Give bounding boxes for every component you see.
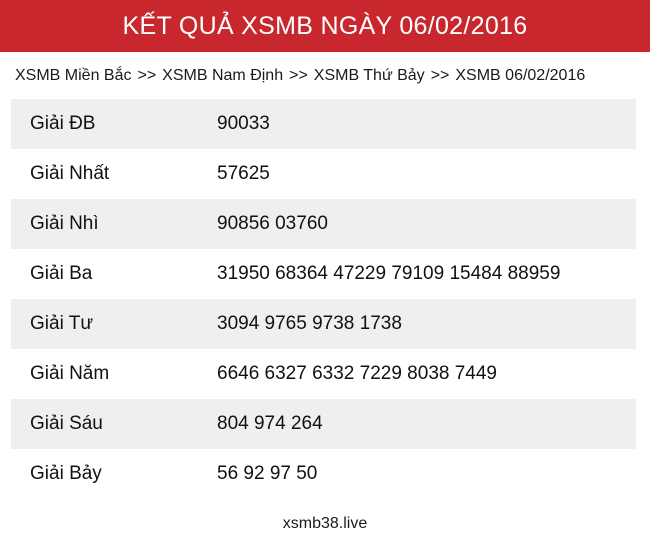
table-row-giai-tu: [11, 299, 636, 349]
breadcrumb-separator: >>: [430, 66, 450, 84]
breadcrumb: [0, 52, 650, 99]
breadcrumb-item-date[interactable]: XSMB 06/02/2016: [455, 66, 586, 84]
prize-numbers: 6646 6327 6332 7229 8038 7449: [217, 363, 497, 384]
breadcrumb-item-mien-bac[interactable]: XSMB Miền Bắc: [15, 66, 132, 84]
prize-label: Giải Nhì: [30, 213, 99, 234]
prize-numbers: 3094 9765 9738 1738: [217, 313, 402, 334]
prize-numbers: 57625: [217, 163, 270, 184]
prize-numbers: 90856 03760: [217, 213, 328, 234]
prize-numbers: 90033: [217, 113, 270, 134]
site-name: xsmb38.live: [282, 515, 368, 532]
prize-label: Giải Sáu: [30, 413, 103, 434]
results-table: [11, 99, 636, 499]
prize-label: Giải Nhất: [30, 163, 110, 184]
table-row-giai-sau: [11, 399, 636, 449]
prize-label: Giải Ba: [30, 263, 93, 284]
page-header: [0, 0, 650, 52]
table-row-giai-bay: [11, 449, 636, 499]
prize-numbers: 804 974 264: [217, 413, 323, 434]
table-row-giai-db: [11, 99, 636, 149]
prize-label: Giải ĐB: [30, 113, 96, 134]
prize-label: Giải Bảy: [30, 463, 102, 484]
breadcrumb-item-thu-bay[interactable]: XSMB Thứ Bảy: [313, 66, 425, 84]
prize-numbers: 31950 68364 47229 79109 15484 88959: [217, 263, 561, 284]
breadcrumb-item-nam-dinh[interactable]: XSMB Nam Định: [162, 66, 284, 84]
page-footer: [0, 515, 650, 533]
page-title: KẾT QUẢ XSMB NGÀY 06/02/2016: [122, 11, 528, 40]
breadcrumb-separator: >>: [137, 66, 157, 84]
table-row-giai-nhat: [11, 149, 636, 199]
table-row-giai-nam: [11, 349, 636, 399]
breadcrumb-separator: >>: [289, 66, 308, 84]
table-row-giai-nhi: [11, 199, 636, 249]
prize-numbers: 56 92 97 50: [217, 463, 318, 484]
table-row-giai-ba: [11, 249, 636, 299]
prize-label: Giải Tư: [30, 313, 94, 334]
prize-label: Giải Năm: [30, 363, 110, 384]
